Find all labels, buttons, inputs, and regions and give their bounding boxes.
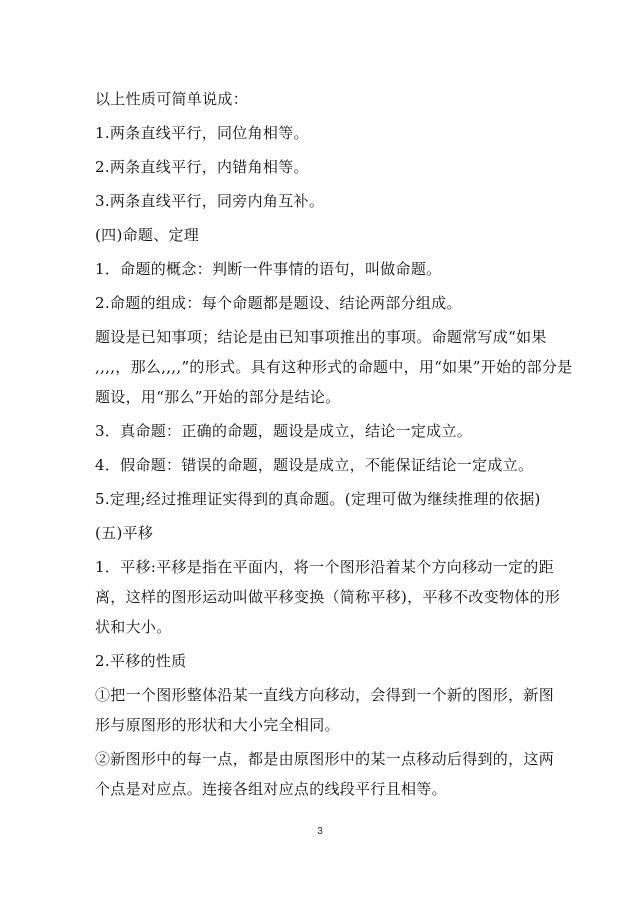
text-line: (四)命题、定理 xyxy=(95,226,200,244)
text-line: 状和大小。 xyxy=(95,618,172,636)
property-1 xyxy=(95,118,547,148)
text-line: 2.命题的组成：每个命题都是题设、结论两部分组成。 xyxy=(95,294,462,312)
translation-definition xyxy=(95,552,561,642)
text-line: 1．命题的概念：判断一件事情的语句，叫做命题。 xyxy=(95,260,442,278)
text-line: ,,,,，那么,,,,”的形式。具有这种形式的命题中，用“如果”开始的部分是 xyxy=(95,358,573,376)
page-number: 3 xyxy=(317,826,323,837)
text-line: 2.平移的性质 xyxy=(95,652,187,670)
text-line: ①把一个图形整体沿某一直线方向移动，会得到一个新的图形，新图 xyxy=(95,686,555,704)
property-3 xyxy=(95,186,547,216)
proposition-explanation xyxy=(95,322,573,412)
text-line: 2.两条直线平行，内错角相等。 xyxy=(95,158,309,176)
proposition-concept xyxy=(95,254,547,284)
text-line: 离，这样的图形运动叫做平移变换（简称平移)，平移不改变物体的形 xyxy=(95,588,561,606)
translation-property-2 xyxy=(95,744,555,804)
section-5-heading xyxy=(95,518,547,548)
text-line: 题设是已知事项；结论是由已知事项推出的事项。命题常写成“如果 xyxy=(95,328,547,346)
theorem xyxy=(95,484,547,514)
translation-property-1 xyxy=(95,680,555,740)
text-line: 5.定理;经过推理证实得到的真命题。(定理可做为继续推理的依据) xyxy=(95,490,541,508)
text-line: 4．假命题：错误的命题，题设是成立，不能保证结论一定成立。 xyxy=(95,456,534,474)
page-content xyxy=(95,84,573,808)
text-line: 题设，用“那么”开始的部分是结论。 xyxy=(95,388,341,406)
proposition-composition xyxy=(95,288,547,318)
false-proposition xyxy=(95,450,547,480)
text-line: 以上性质可简单说成： xyxy=(95,90,249,108)
section-4-heading xyxy=(95,220,547,250)
text-line: (五)平移 xyxy=(95,524,154,542)
translation-properties-heading xyxy=(95,646,547,676)
true-proposition xyxy=(95,416,547,446)
text-line: 1.两条直线平行，同位角相等。 xyxy=(95,124,309,142)
text-line: ②新图形中的每一点，都是由原图形中的某一点移动后得到的，这两 xyxy=(95,750,555,768)
text-line: 1．平移:平移是指在平面内，将一个图形沿着某个方向移动一定的距 xyxy=(95,558,554,576)
text-line: 3．真命题：正确的命题，题设是成立，结论一定成立。 xyxy=(95,422,473,440)
property-2 xyxy=(95,152,547,182)
text-line: 形与原图形的形状和大小完全相同。 xyxy=(95,716,340,734)
summary-intro xyxy=(95,84,547,114)
text-line: 个点是对应点。连接各组对应点的线段平行且相等。 xyxy=(95,780,447,798)
text-line: 3.两条直线平行，同旁内角互补。 xyxy=(95,192,325,210)
